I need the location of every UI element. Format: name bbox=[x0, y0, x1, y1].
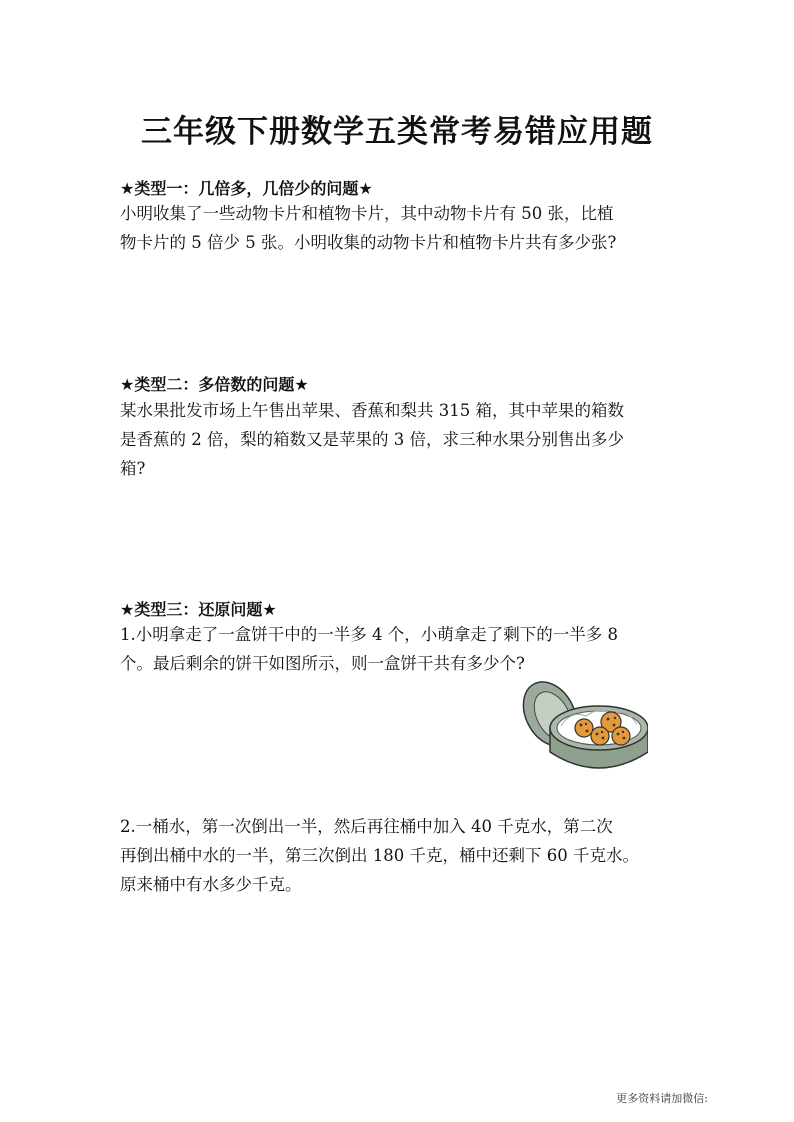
section-3-heading: ★类型三：还原问题★ bbox=[120, 600, 277, 619]
problem-line: 是香蕉的 2 倍，梨的箱数又是苹果的 3 倍，求三种水果分别售出多少 bbox=[120, 430, 624, 449]
section-1-heading: ★类型一：几倍多，几倍少的问题★ bbox=[120, 179, 373, 198]
problem-line: 个。最后剩余的饼干如图所示，则一盒饼干共有多少个? bbox=[120, 654, 525, 673]
section-1-problem bbox=[120, 199, 680, 257]
footer-note: 更多资料请加微信: bbox=[616, 1092, 708, 1105]
problem-line: 再倒出桶中水的一半，第三次倒出 180 千克，桶中还剩下 60 千克水。 bbox=[120, 846, 639, 865]
section-2-problem bbox=[120, 396, 680, 483]
cookie bbox=[575, 719, 593, 737]
problem-line: 小明收集了一些动物卡片和植物卡片，其中动物卡片有 50 张，比植 bbox=[120, 204, 614, 223]
section-3-problem-1 bbox=[120, 620, 680, 678]
page-title: 三年级下册数学五类常考易错应用题 bbox=[141, 114, 653, 150]
cookie bbox=[591, 727, 609, 745]
problem-line: 2.一桶水，第一次倒出一半，然后再往桶中加入 40 千克水，第二次 bbox=[120, 817, 613, 836]
problem-line: 物卡片的 5 倍少 5 张。小明收集的动物卡片和植物卡片共有多少张? bbox=[120, 233, 617, 252]
problem-line: 某水果批发市场上午售出苹果、香蕉和梨共 315 箱，其中苹果的箱数 bbox=[120, 401, 624, 420]
cookie bbox=[612, 727, 630, 745]
problem-line: 1.小明拿走了一盒饼干中的一半多 4 个，小萌拿走了剩下的一半多 8 bbox=[120, 625, 618, 644]
section-2-heading: ★类型二：多倍数的问题★ bbox=[120, 375, 309, 394]
problem-line: 原来桶中有水多少千克。 bbox=[120, 875, 302, 894]
problem-line: 箱? bbox=[120, 459, 146, 478]
section-3-problem-2 bbox=[120, 812, 680, 899]
cookie-box-illustration bbox=[516, 676, 648, 776]
